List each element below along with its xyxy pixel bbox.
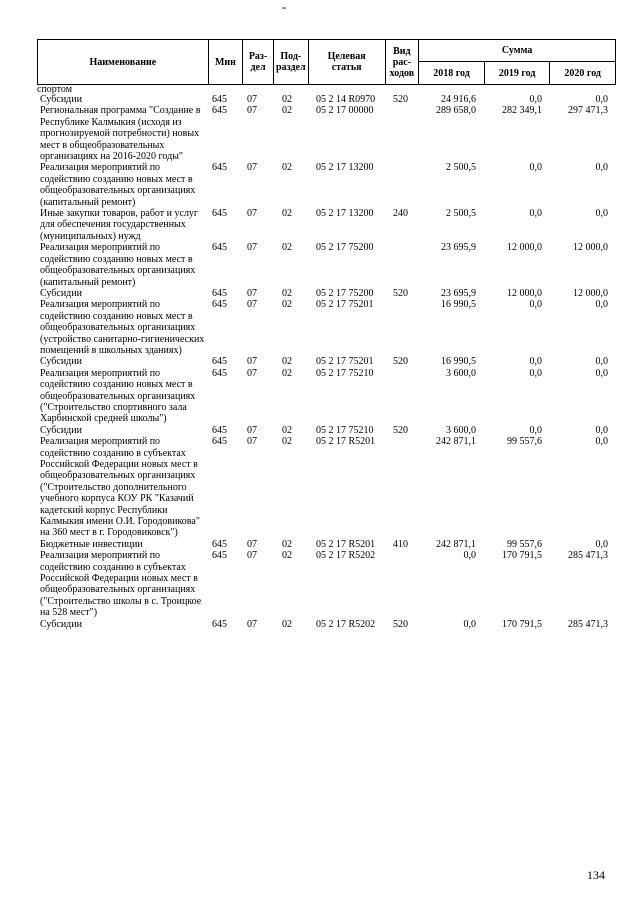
cell-podr: 02	[282, 242, 292, 254]
cell-podr: 02	[282, 162, 292, 174]
cell-y2: 170 791,5	[502, 550, 542, 562]
cell-y2: 0,0	[529, 356, 542, 368]
cell-y1: 23 695,9	[441, 287, 476, 299]
table-row	[0, 356, 640, 367]
cell-y1: 2 500,5	[446, 208, 476, 220]
cell-razd: 07	[247, 356, 257, 368]
cell-min: 645	[212, 242, 227, 254]
header-razdel: Раз- дел	[243, 40, 274, 85]
cell-cel: 05 2 17 13200	[316, 208, 374, 220]
cell-name: Реализация мероприятий по содействию созданию в субъектах Российской Федерации новых мест в общеобразовательных организациях ("Строительство дополнительного учебного корпуса КОУ РК "Казачий кадетский корпус Республики Калмыкия имени О.И. Городовикова" на 360 мест в г. Городовиковск")	[40, 436, 200, 539]
cell-y3: 0,0	[595, 208, 608, 220]
cell-razd: 07	[247, 618, 257, 630]
cut-off-row-text	[37, 84, 197, 94]
cell-min: 645	[212, 287, 227, 299]
table-row	[0, 425, 640, 436]
table-row	[0, 539, 640, 550]
header-2020: 2020 год	[550, 62, 616, 85]
header-summa: Сумма	[419, 40, 616, 62]
cell-razd: 07	[247, 94, 257, 105]
cell-y1: 242 871,1	[436, 538, 476, 550]
table-row	[0, 208, 640, 242]
cell-vid: 240	[393, 208, 408, 220]
table-row	[0, 242, 640, 288]
cell-y3: 297 471,3	[568, 105, 608, 117]
cell-name: Иные закупки товаров, работ и услуг для обеспечения государственных (муниципальных) нужд	[40, 208, 199, 242]
cell-cel: 05 2 17 R5201	[316, 538, 376, 550]
cell-podr: 02	[282, 287, 292, 299]
cell-y1: 16 990,5	[441, 299, 476, 311]
header-vid: Вид рас- ходов	[385, 40, 419, 85]
table-row	[0, 550, 640, 618]
cell-cel: 05 2 17 75201	[316, 356, 374, 368]
cell-y2: 0,0	[529, 94, 542, 105]
cell-y1: 0,0	[463, 550, 476, 562]
cell-y2: 99 557,6	[507, 436, 542, 448]
cell-vid: 520	[393, 356, 408, 368]
cell-y2: 12 000,0	[507, 242, 542, 254]
page-mark: -	[282, 0, 287, 14]
cell-razd: 07	[247, 550, 257, 562]
header-min: Мин	[208, 40, 243, 85]
cell-podr: 02	[282, 356, 292, 368]
cell-name: Бюджетные инвестиции	[40, 538, 143, 550]
cell-vid: 410	[393, 538, 408, 550]
cell-vid: 520	[393, 94, 408, 105]
cell-y2: 99 557,6	[507, 538, 542, 550]
cell-podr: 02	[282, 94, 292, 105]
cell-cel: 05 2 17 75201	[316, 299, 374, 311]
table-row	[0, 436, 640, 539]
cell-y1: 23 695,9	[441, 242, 476, 254]
cell-cel: 05 2 17 75200	[316, 242, 374, 254]
cell-podr: 02	[282, 299, 292, 311]
cell-name: Региональная программа "Создание в Республике Калмыкия (исходя из прогнозируемой потребности) новых мест в общеобразовательных организациях на 2016-2020 годы"	[40, 105, 201, 163]
table-row	[0, 619, 640, 630]
cell-y3: 0,0	[595, 538, 608, 550]
cell-cel: 05 2 17 R5201	[316, 436, 376, 448]
table-row	[0, 105, 640, 162]
cell-podr: 02	[282, 208, 292, 220]
cell-y1: 16 990,5	[441, 356, 476, 368]
cell-y3: 0,0	[595, 356, 608, 368]
cell-y3: 0,0	[595, 367, 608, 379]
cell-y3: 285 471,3	[568, 550, 608, 562]
cell-name: Субсидии	[40, 94, 82, 105]
cell-y2: 0,0	[529, 162, 542, 174]
table-row	[0, 162, 640, 208]
cell-name: Реализация мероприятий по содействию созданию новых мест в общеобразовательных организациях (капитальный ремонт)	[40, 242, 196, 288]
cell-podr: 02	[282, 367, 292, 379]
header-2019: 2019 год	[484, 62, 550, 85]
cell-name: Реализация мероприятий по содействию созданию в субъектах Российской Федерации новых мест в общеобразовательных организациях ("Строительство школы в с. Троицкое на 528 мест")	[40, 550, 202, 619]
cell-razd: 07	[247, 424, 257, 436]
cell-y1: 242 871,1	[436, 436, 476, 448]
cell-name: Субсидии	[40, 424, 82, 436]
cell-vid: 520	[393, 287, 408, 299]
cell-cel: 05 2 17 13200	[316, 162, 374, 174]
cell-min: 645	[212, 550, 227, 562]
table-row	[0, 94, 640, 105]
cut-off-text: спортом	[37, 84, 73, 94]
page-number: 134	[587, 868, 605, 882]
cell-y3: 12 000,0	[573, 242, 608, 254]
cell-cel: 05 2 17 00000	[316, 105, 374, 117]
header-name: Наименование	[38, 40, 209, 85]
cell-min: 645	[212, 538, 227, 550]
cell-y2: 0,0	[529, 367, 542, 379]
cell-min: 645	[212, 208, 227, 220]
cell-podr: 02	[282, 105, 292, 117]
header-podrazdel: Под- раздел	[273, 40, 308, 85]
cell-y1: 24 916,6	[441, 94, 476, 105]
cell-razd: 07	[247, 105, 257, 117]
cell-razd: 07	[247, 436, 257, 448]
cell-razd: 07	[247, 367, 257, 379]
budget-rows	[0, 94, 640, 630]
cell-cel: 05 2 14 R0970	[316, 94, 376, 105]
cell-min: 645	[212, 94, 227, 105]
cell-name: Реализация мероприятий по содействию созданию новых мест в общеобразовательных организациях (устройство санитарно-гигиенических помещений в школьных зданиях)	[40, 299, 205, 356]
cell-y2: 282 349,1	[502, 105, 542, 117]
cell-y1: 3 600,0	[446, 424, 476, 436]
cell-name: Субсидии	[40, 618, 82, 630]
cell-y3: 12 000,0	[573, 287, 608, 299]
header-2018: 2018 год	[419, 62, 485, 85]
cell-y3: 0,0	[595, 162, 608, 174]
cell-min: 645	[212, 105, 227, 117]
cell-y1: 3 600,0	[446, 367, 476, 379]
cell-name: Субсидии	[40, 287, 82, 299]
cell-min: 645	[212, 367, 227, 379]
table-header	[37, 39, 616, 85]
cell-cel: 05 2 17 R5202	[316, 618, 376, 630]
cell-y3: 285 471,3	[568, 618, 608, 630]
cell-razd: 07	[247, 299, 257, 311]
cell-cel: 05 2 17 75210	[316, 424, 374, 436]
header-celevaya: Целевая статья	[308, 40, 385, 85]
cell-y2: 170 791,5	[502, 618, 542, 630]
cell-razd: 07	[247, 287, 257, 299]
cell-y2: 12 000,0	[507, 287, 542, 299]
cell-y1: 2 500,5	[446, 162, 476, 174]
cell-min: 645	[212, 356, 227, 368]
cell-y2: 0,0	[529, 299, 542, 311]
cell-y3: 0,0	[595, 436, 608, 448]
cell-razd: 07	[247, 208, 257, 220]
cell-podr: 02	[282, 436, 292, 448]
cell-min: 645	[212, 424, 227, 436]
cell-razd: 07	[247, 162, 257, 174]
cell-y1: 289 658,0	[436, 105, 476, 117]
cell-cel: 05 2 17 75200	[316, 287, 374, 299]
cell-y3: 0,0	[595, 94, 608, 105]
cell-name: Субсидии	[40, 356, 82, 368]
cell-vid: 520	[393, 618, 408, 630]
cell-podr: 02	[282, 424, 292, 436]
cell-min: 645	[212, 618, 227, 630]
table-row	[0, 299, 640, 356]
cell-razd: 07	[247, 242, 257, 254]
cell-name: Реализация мероприятий по содействию созданию новых мест в общеобразовательных организациях ("Строительство спортивного зала Харбинской средней школы")	[40, 367, 196, 425]
cell-y1: 0,0	[463, 618, 476, 630]
cell-podr: 02	[282, 550, 292, 562]
cell-cel: 05 2 17 75210	[316, 367, 374, 379]
cell-name: Реализация мероприятий по содействию созданию новых мест в общеобразовательных организациях (капитальный ремонт)	[40, 162, 196, 208]
cell-y2: 0,0	[529, 208, 542, 220]
cell-vid: 520	[393, 424, 408, 436]
cell-y2: 0,0	[529, 424, 542, 436]
cell-min: 645	[212, 436, 227, 448]
cell-razd: 07	[247, 538, 257, 550]
cell-min: 645	[212, 299, 227, 311]
cell-min: 645	[212, 162, 227, 174]
table-row	[0, 288, 640, 299]
table-row	[0, 368, 640, 425]
cell-cel: 05 2 17 R5202	[316, 550, 376, 562]
cell-podr: 02	[282, 618, 292, 630]
cell-y3: 0,0	[595, 299, 608, 311]
cell-y3: 0,0	[595, 424, 608, 436]
cell-podr: 02	[282, 538, 292, 550]
